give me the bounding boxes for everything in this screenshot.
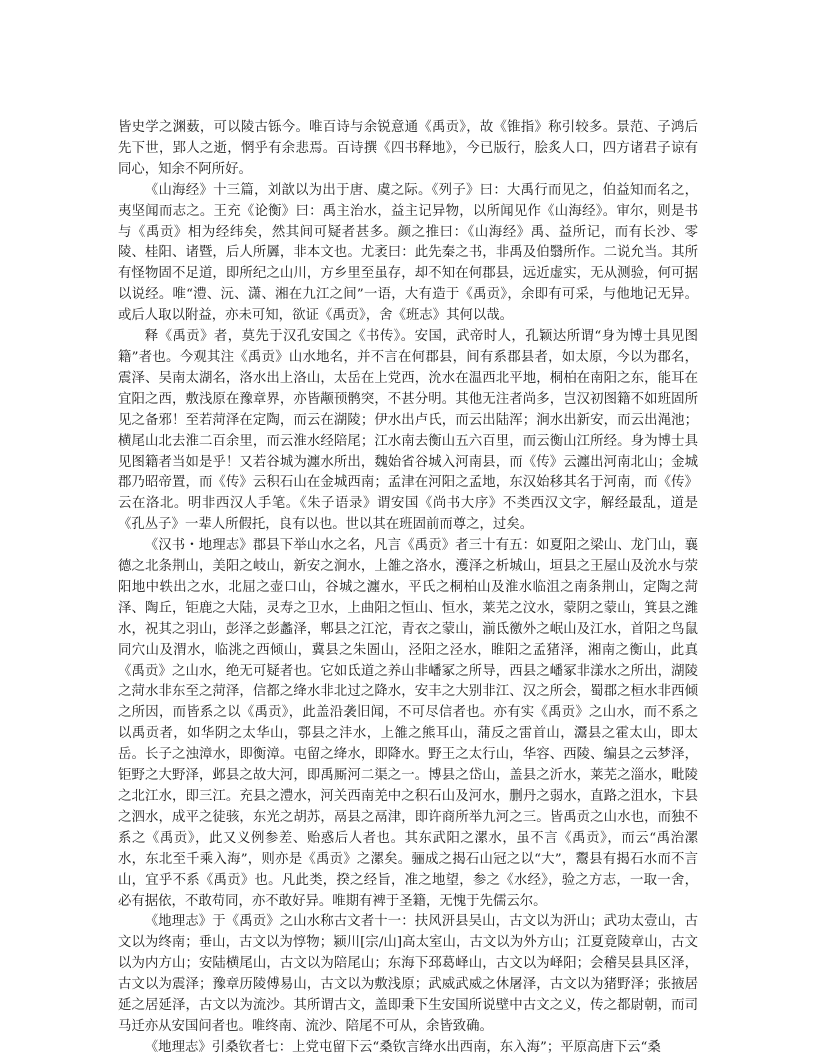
paragraph-shanhaijing: 《山海经》十三篇，刘歆以为出于唐、虞之际。《列子》曰：大禹行而见之，伯益知而名之，夷坚闻而志之。王充《论衡》曰：禹主治水，益主记异物，以所闻见作《山海经》。审尔，则是书与《禹贡》相为经纬矣，然其间可疑者甚多。颜之推曰：《山海经》禹、益所记，而有长沙、零陵、桂阳、诸暨，后人所羼，非本文也。尤袤曰：此先秦之书，非禹及伯翳所作。二说允当。其所有怪物固不足道，即所纪之山川，方乡里至虽存，却不知在何郡县，远近虚实，无从测验，何可据以说经。唯“澧、沅、潇、湘在九江之间”一语，大有造于《禹贡》，余即有可采，与他地记无异。或后人取以附益，亦未可知，欲证《禹贡》，舍《班志》其何以哉。 <box>118 182 698 324</box>
paragraph-kong-anguo: 释《禹贡》者，莫先于汉孔安国之《书传》。安国，武帝时人，孔颖达所谓“身为博士具见图籍”者也。今观其注《禹贡》山水地名，并不言在何郡县，间有系郡县者，如太原，今以为郡名，震泽、吴南太湖名，洛水出上洛山，太岳在上党西，沇水在温西北平地，桐柏在南阳之东，能耳在宜阳之西，敷浅原在豫章界，亦皆颟顸鹘突，不甚分明。其他无注者尚多，岂汉初图籍不如班固所见之备邪！至若菏泽在定陶，而云在湖陵；伊水出卢氏，而云出陆浑；涧水出新安，而云出渑池；横尾山北去淮二百余里，而云淮水经陪尾；江水南去衡山五六百里，而云衡山江所经。身为博士具见图籍者当如是乎！又若谷城为瀍水所出，魏始省谷城入河南县，而《传》云瀍出河南北山；金城郡乃昭帝置，而《传》云积石山在金城西南；孟津在河阳之孟地，东汉始移其名于河南，而《传》云在洛北。明非西汉人手笔。《朱子语录》谓安国《尚书大序》不类西汉文字，解经最乱，道是《孔丛子》一辈人所假托，良有以也。世以其在班固前而尊之，过矣。 <box>118 329 698 533</box>
document-page <box>118 118 698 1059</box>
paragraph-sangqin: 《地理志》引桑钦者七：上党屯留下云“桑钦言绛水出西南，东入海”；平原高唐下云“桑 <box>144 1039 661 1055</box>
paragraph-guwen: 《地理志》于《禹贡》之山水称古文者十一：扶风汧县吴山，古文以为汧山；武功太壹山，古文以为终南；垂山，古文以为惇物；颍川[宗/山]高太室山，古文以为外方山；江夏竟陵章山，古文以为内方山；安陆横尾山，古文以为陪尾山；东海下邳葛峄山，古文以为峄阳；会稽吴县具区泽，古文以为震泽；豫章历陵傅易山，古文以为敷浅原；武威武威之休屠泽，古文以为猪野泽；张掖居延之居延泽，古文以为流沙。其所谓古文，盖即秉下生安国所说壁中古文之义，传之都尉朝，而司马迁亦从安国问者也。唯终南、流沙、陪尾不可从，余皆致确。 <box>118 914 698 1034</box>
paragraph-continuation: 皆史学之渊薮，可以陵古铄今。唯百诗与余锐意通《禹贡》，故《锥指》称引较多。景范、子鸿后先下世，郢人之逝，惘乎有余悲焉。百诗撰《四书释地》，今已版行，脍炙人口，四方诸君子谅有同心，知余不阿所好。 <box>118 120 698 177</box>
paragraph-hanshu-dilizhi: 《汉书・地理志》郡县下举山水之名，凡言《禹贡》者三十有五：如夏阳之梁山、龙门山，襄德之北条荆山，美阳之岐山，新安之涧水，上雒之洛水，濩泽之析城山，垣县之王屋山及沇水与荥阳地中轶出之水，北屈之壶口山，谷城之瀍水，平氏之桐柏山及淮水临沮之南条荆山，定陶之菏泽、陶丘，钜鹿之大陆，灵寿之卫水，上曲阳之恒山、恒水，莱芜之汶水，蒙阴之蒙山，箕县之潍水，祝其之羽山，彭泽之彭蠡泽，郫县之江沱，青衣之蒙山，湔氐徼外之岷山及江水，首阳之鸟鼠同穴山及渭水，临洮之西倾山，冀县之朱圄山，泾阳之泾水，睢阳之孟猪泽，湘南之衡山，此真《禹贡》之山水，绝无可疑者也。它如氐道之养山非嶓冢之所导，西县之嶓冢非漾水之所出，湖陵之菏水非东至之菏泽，信都之绛水非北过之降水，安丰之大别非江、汉之所会，蜀郡之桓水非西倾之所因，而皆系之以《禹贡》，此盖沿袭旧闻，不可尽信者也。亦有实《禹贡》之山水，而不系之以禹贡者，如华阴之太华山，鄠县之沣水，上雒之熊耳山，蒲反之雷首山，灊县之霍太山，即太岳。长子之浊漳水，即衡漳。屯留之绛水，即降水。野王之太行山，华容、西陵、编县之云梦泽，钜野之大野泽，邺县之故大河，即禹厮河二渠之一。博县之岱山，盖县之沂水，莱芜之淄水，毗陵之北江水，即三江。充县之澧水，河关西南羌中之积石山及河水，删丹之弱水，直路之沮水，卞县之泗水，成平之徒骇，东光之胡苏，鬲县之鬲津，即许商所举九河之三。皆禹贡之山水也，而独不系之《禹贡》，此又义例参差、贻惑后人者也。其东武阳之漯水，虽不言《禹贡》，而云“禹治漯水，东北至千乘入海”，则亦是《禹贡》之漯矣。骊成之揭石山冠之以“大”，鬻县有揭石水而不言山，宜乎不系《禹贡》也。凡此类，揆之经旨，准之地望，参之《水经》，验之方志，一取一舍，必有据依，不敢苟同，亦不敢好异。唯期有裨于圣籍，无愧于先儒云尔。 <box>118 538 698 909</box>
